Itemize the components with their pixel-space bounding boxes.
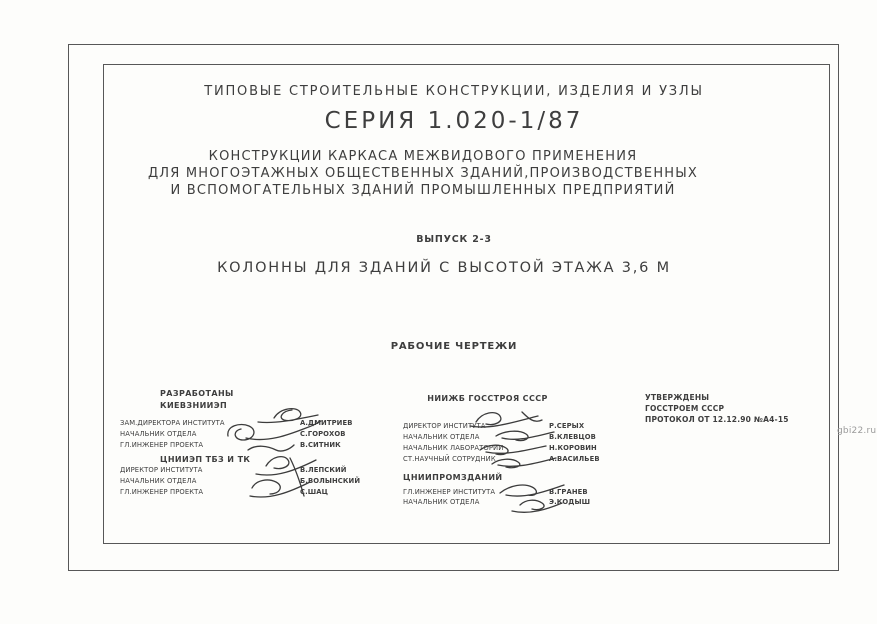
role-label: НАЧАЛЬНИК ОТДЕЛА bbox=[120, 477, 197, 485]
person-name: В.СИТНИК bbox=[300, 441, 341, 449]
role-label: ДИРЕКТОР ИНСТИТУТА bbox=[120, 466, 203, 474]
person-name: С.ГОРОХОВ bbox=[300, 430, 346, 438]
signature-scribble bbox=[492, 479, 567, 517]
promzdaniy-org: ЦНИИПРОМЗДАНИЙ bbox=[403, 473, 503, 482]
issue-label: ВЫПУСК 2-3 bbox=[416, 234, 492, 245]
person-name: Р.СЕРЫХ bbox=[549, 422, 585, 430]
person-name: В.ЛЕПСКИЙ bbox=[300, 466, 347, 474]
subtitle-line-2: ДЛЯ МНОГОЭТАЖНЫХ ОБЩЕСТВЕННЫХ ЗДАНИЙ,ПРОИЗВОДСТВЕННЫХ bbox=[147, 166, 699, 181]
person-name: Б.ВОЛЫНСКИЙ bbox=[300, 477, 361, 485]
niizhb-org: НИИЖБ ГОССТРОЯ СССР bbox=[427, 394, 548, 403]
credit-row bbox=[120, 488, 370, 499]
subtitle-line-1: КОНСТРУКЦИИ КАРКАСА МЕЖВИДОВОГО ПРИМЕНЕНИЯ bbox=[208, 149, 638, 164]
signature-scribble bbox=[246, 452, 324, 502]
role-label: НАЧАЛЬНИК ОТДЕЛА bbox=[403, 498, 480, 506]
role-label: НАЧАЛЬНИК ЛАБОРАТОРИИ bbox=[403, 444, 504, 452]
developed-org: КИЕВЗНИИЭП bbox=[160, 401, 228, 410]
tsniiep-credit-rows bbox=[120, 466, 370, 499]
person-name: В.ГРАНЕВ bbox=[549, 488, 588, 496]
signature-scribble bbox=[222, 402, 327, 458]
role-label: ЗАМ.ДИРЕКТОРА ИНСТИТУТА bbox=[120, 419, 225, 427]
role-label: НАЧАЛЬНИК ОТДЕЛА bbox=[120, 430, 197, 438]
approved-line-3: ПРОТОКОЛ ОТ 12.12.90 №А4-15 bbox=[645, 415, 789, 424]
signature-scribble bbox=[462, 408, 560, 470]
watermark: gbi22.ru bbox=[837, 426, 877, 436]
volume-title: КОЛОННЫ ДЛЯ ЗДАНИЙ С ВЫСОТОЙ ЭТАЖА 3,6 М bbox=[217, 260, 671, 276]
role-label: ГЛ.ИНЖЕНЕР ПРОЕКТА bbox=[120, 488, 204, 496]
subtitle-line-3: И ВСПОМОГАТЕЛЬНЫХ ЗДАНИЙ ПРОМЫШЛЕННЫХ ПРЕДПРИЯТИЙ bbox=[170, 183, 676, 198]
series-title: СЕРИЯ 1.020-1/87 bbox=[324, 108, 584, 134]
person-name: С.ШАЦ bbox=[300, 488, 329, 496]
role-label: НАЧАЛЬНИК ОТДЕЛА bbox=[403, 433, 480, 441]
role-label: СТ.НАУЧНЫЙ СОТРУДНИК bbox=[403, 455, 496, 463]
role-label: ГЛ.ИНЖЕНЕР ИНСТИТУТА bbox=[403, 488, 496, 496]
doc-header: ТИПОВЫЕ СТРОИТЕЛЬНЫЕ КОНСТРУКЦИИ, ИЗДЕЛИЯ И УЗЛЫ bbox=[204, 84, 704, 99]
approved-block bbox=[645, 392, 789, 425]
person-name: А.ВАСИЛЬЕВ bbox=[549, 455, 600, 463]
role-label: ДИРЕКТОР ИНСТИТУТА bbox=[403, 422, 486, 430]
tsniiep-org: ЦНИИЭП ТБЗ И ТК bbox=[160, 455, 251, 464]
developed-heading: РАЗРАБОТАНЫ bbox=[160, 389, 234, 398]
person-name: В.КЛЕВЦОВ bbox=[549, 433, 596, 441]
approved-line-1: УТВЕРЖДЕНЫ bbox=[645, 393, 710, 402]
credit-row bbox=[120, 477, 370, 488]
role-label: ГЛ.ИНЖЕНЕР ПРОЕКТА bbox=[120, 441, 204, 449]
person-name: Н.КОРОВИН bbox=[549, 444, 597, 452]
credit-row bbox=[120, 466, 370, 477]
approved-line-2: ГОССТРОЕМ СССР bbox=[645, 404, 725, 413]
doc-type-label: РАБОЧИЕ ЧЕРТЕЖИ bbox=[390, 341, 518, 352]
person-name: Э.КОДЫШ bbox=[549, 498, 591, 506]
person-name: А.ДМИТРИЕВ bbox=[300, 419, 353, 427]
